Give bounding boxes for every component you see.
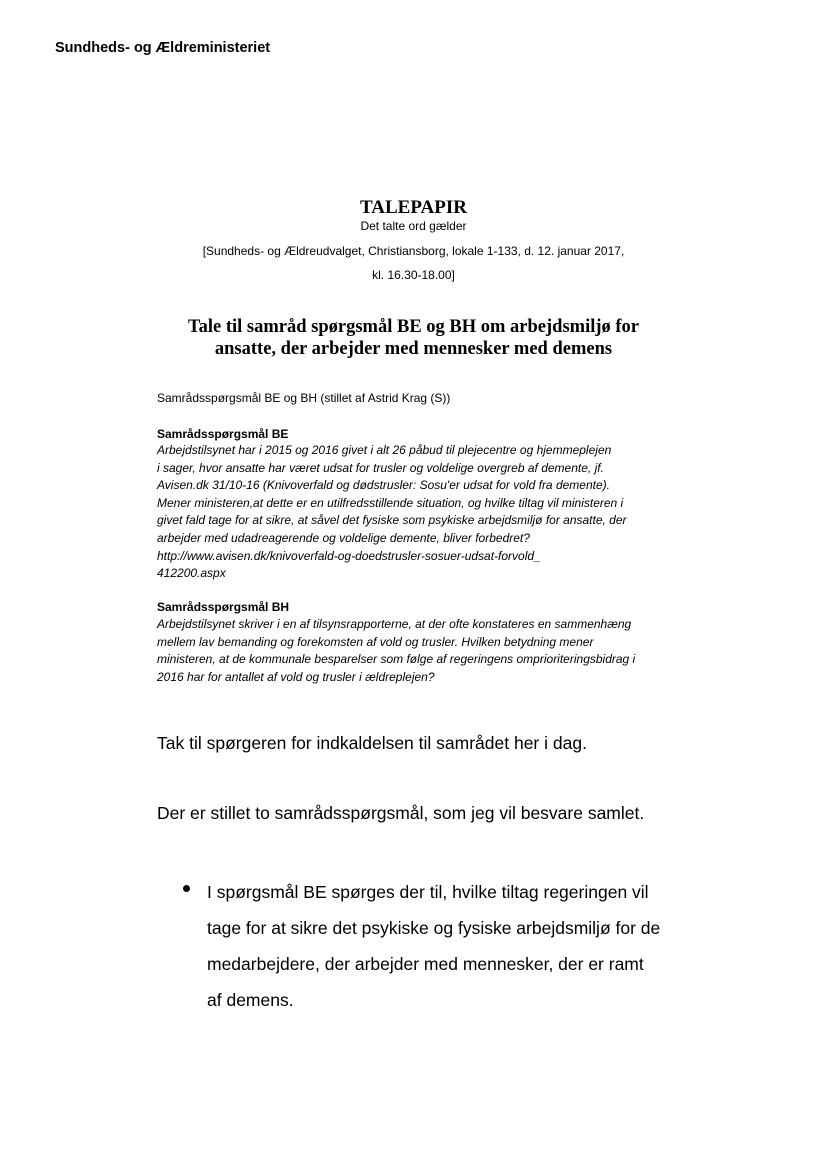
meeting-place-line-1: [Sundheds- og Ældreudvalget, Christiansborg, lokale 1-133, d. 12. januar 2017, bbox=[202, 244, 625, 258]
document-title: TALEPAPIR bbox=[360, 197, 467, 218]
bullet-line: af demens. bbox=[207, 990, 294, 1010]
question-be-line: i sager, hvor ansatte har været udsat for trusler og voldelige overgreb af demente, jf. bbox=[157, 460, 604, 475]
meeting-place-line-2: kl. 16.30-18.00] bbox=[372, 268, 455, 282]
question-bh-line: Arbejdstilsynet skriver i en af tilsynsrapporterne, at der ofte konstateres en sammenhæng bbox=[157, 617, 632, 631]
speech-title bbox=[0, 316, 827, 360]
bullet-icon bbox=[183, 885, 190, 892]
question-be-link: http://www.avisen.dk/knivoverfald-og-doedstrusler-sosuer-udsat-forvold_ bbox=[157, 548, 541, 563]
speech-paragraph-2: Der er stillet to samrådsspørgsmål, som jeg vil besvare samlet. bbox=[157, 803, 645, 823]
asked-by: Samrådsspørgsmål BE og BH (stillet af Astrid Krag (S)) bbox=[157, 391, 451, 405]
question-be-line: arbejder med udadreagerende og voldelige demente, bliver forbedret? bbox=[157, 530, 530, 545]
speech-title-line-2: ansatte, der arbejder med mennesker med demens bbox=[214, 339, 613, 359]
question-be-heading: Samrådsspørgsmål BE bbox=[157, 427, 289, 441]
question-be-line: givet fald tage for at sikre, at såvel det fysiske som psykiske arbejdsmiljø for ansatte, der bbox=[157, 513, 627, 528]
question-be-line: Avisen.dk 31/10-16 (Knivoverfald og dødstrusler: Sosu'er udsat for vold fra demente). bbox=[157, 478, 610, 493]
speech-paragraph-1: Tak til spørgeren for indkaldelsen til samrådet her i dag. bbox=[157, 733, 587, 753]
question-be-line: Mener ministeren,at dette er en utilfredsstillende situation, og hvilke tiltag vil ministeren i bbox=[157, 495, 624, 510]
bullet-line: medarbejdere, der arbejder med mennesker, der er ramt bbox=[207, 954, 644, 974]
question-be-link: 412200.aspx bbox=[157, 566, 226, 581]
document-subtitle: Det talte ord gælder bbox=[360, 219, 467, 233]
bullet-line: I spørgsmål BE spørges der til, hvilke tiltag regeringen vil bbox=[207, 882, 649, 902]
bullet-line: tage for at sikre det psykiske og fysiske arbejdsmiljø for de bbox=[207, 918, 661, 938]
bullet-text bbox=[207, 874, 660, 1018]
question-be-line: Arbejdstilsynet har i 2015 og 2016 givet i alt 26 påbud til plejecentre og hjemmeplejen bbox=[157, 443, 612, 457]
question-bh-line: ministeren, at de kommunale besparelser som følge af regeringens omprioriteringsbidrag i bbox=[157, 652, 636, 667]
ministry-header: Sundheds- og Ældreministeriet bbox=[55, 40, 271, 56]
speech-title-line-1: Tale til samråd spørgsmål BE og BH om arbejdsmiljø for bbox=[187, 317, 640, 337]
question-bh-line: 2016 har for antallet af vold og trusler i ældreplejen? bbox=[157, 669, 435, 684]
question-bh-heading: Samrådsspørgsmål BH bbox=[157, 600, 290, 614]
question-be-text bbox=[157, 442, 677, 583]
question-bh-text bbox=[157, 616, 677, 686]
question-bh-line: mellem lav bemanding og forekomsten af vold og trusler. Hvilken betydning mener bbox=[157, 634, 594, 649]
